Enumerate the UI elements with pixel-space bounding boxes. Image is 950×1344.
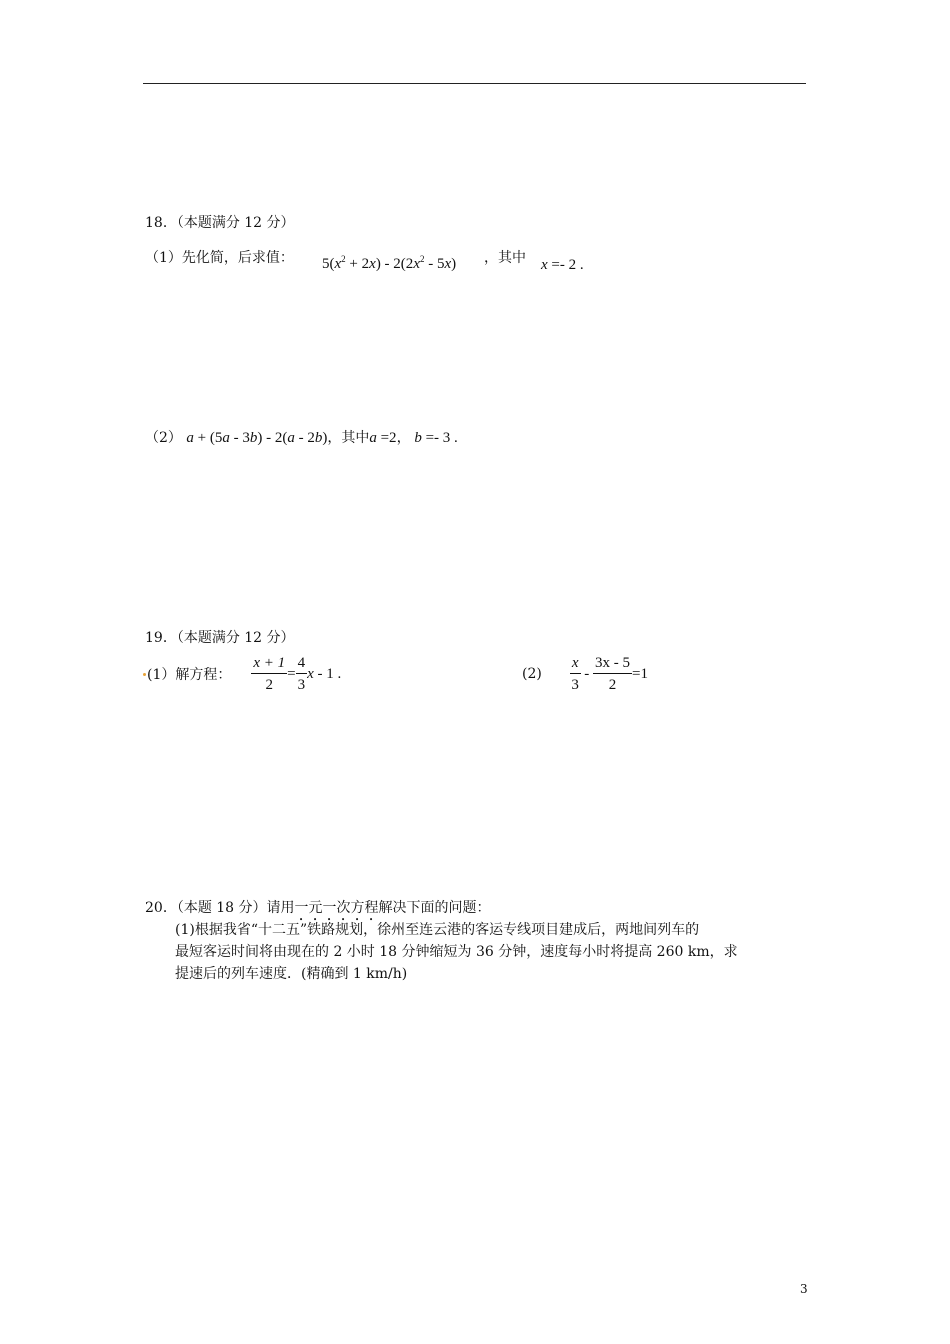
- var-x: x: [369, 256, 376, 272]
- var-x: x: [334, 256, 342, 272]
- var-a: a: [369, 430, 377, 446]
- expr-segment: + (5: [193, 430, 223, 446]
- fraction-denominator: 3: [297, 677, 306, 693]
- fraction-denominator: 3: [571, 677, 579, 693]
- var-b: b: [249, 430, 258, 446]
- q20-title-suffix: 解决下面的问题：: [378, 900, 491, 916]
- equals-sign: =: [287, 665, 296, 682]
- exponent: 2: [419, 254, 425, 264]
- expr-segment: ) - 2(2: [375, 256, 414, 272]
- var-a: a: [287, 430, 295, 446]
- q18-title: 18．（本题满分 12 分）: [145, 215, 295, 231]
- fraction-x-plus-1-over-2: [251, 654, 287, 694]
- q20-title-prefix: 20．（本题 18 分）请用: [145, 900, 295, 916]
- expr-segment: + 2: [345, 256, 370, 272]
- q18-part2-condition-a: [369, 430, 396, 446]
- fraction-4-over-3: [296, 654, 308, 694]
- expr-segment: 5(: [322, 256, 335, 272]
- expr-segment: - 2: [294, 430, 315, 446]
- marker-dot: [143, 673, 146, 676]
- var-a: a: [186, 430, 194, 446]
- var-b: b: [314, 430, 323, 446]
- q20-line-2: 最短客运时间将由现在的 2 小时 18 分钟缩短为 36 分钟，速度每小时将提高 260 km，求: [175, 944, 738, 960]
- q19-title: 19．（本题满分 12 分）: [145, 630, 295, 646]
- q19-part2: [522, 650, 648, 698]
- q19-part2-tail: =1: [632, 665, 648, 682]
- var-x: x: [413, 256, 420, 272]
- page-number: 3: [800, 1282, 808, 1296]
- q18-part2-condition-b: [411, 430, 458, 446]
- q18-part1-condition: [541, 257, 584, 274]
- fraction-numerator: x + 1: [253, 655, 286, 671]
- q18-part2-expression: [186, 430, 327, 446]
- header-rule: [143, 83, 806, 84]
- q20-line-3: 提速后的列车速度．(精确到 1 km/h): [175, 966, 408, 982]
- fraction-denominator: 2: [608, 677, 617, 693]
- condition-value: =- 2 .: [547, 257, 584, 273]
- q18-part1-where: ，其中: [484, 250, 526, 266]
- exponent: 2: [341, 254, 346, 264]
- q19-part1-label: (1）解方程：: [147, 667, 232, 683]
- fraction-denominator: 2: [265, 677, 274, 693]
- q18-part2-label: （2）: [145, 430, 182, 446]
- q20-title-emphasis: 一元一次方程: [294, 900, 379, 916]
- minus-sign: -: [580, 665, 594, 682]
- q19-part2-label: (2): [522, 666, 542, 682]
- expr-segment: - 1 .: [313, 665, 342, 682]
- expr-segment: ): [322, 430, 328, 446]
- separator: ，: [396, 430, 411, 446]
- q20-line-1: (1)根据我省“十二五”铁路规划，徐州至连云港的客运专线项目建成后，两地间列车的: [175, 922, 700, 938]
- expr-segment: ): [451, 256, 457, 272]
- q18-part2: [145, 427, 458, 447]
- fraction-numerator: x: [570, 654, 581, 674]
- expr-segment: ) - 2(: [257, 430, 288, 446]
- fraction-numerator: 3x - 5: [593, 654, 632, 674]
- var-x: x: [444, 256, 452, 272]
- fraction-numerator: 4: [296, 654, 308, 674]
- var-x: x: [541, 257, 548, 273]
- q19-part1: [143, 650, 341, 698]
- expr-segment: - 3: [229, 430, 250, 446]
- expr-segment: - 5: [424, 256, 445, 272]
- var-b: b: [414, 430, 422, 446]
- q18-part1-label: （1）先化简，后求值：: [145, 250, 294, 266]
- var-a: a: [222, 430, 230, 446]
- q18-part1: [145, 247, 294, 267]
- condition-value: =- 3 .: [421, 430, 458, 446]
- q20-problem-text: [175, 919, 810, 985]
- condition-value: =2: [376, 430, 397, 446]
- fraction-3x-minus-5-over-2: [593, 654, 632, 694]
- var-x: x: [307, 665, 314, 682]
- q18-part1-expression: [322, 256, 456, 273]
- fraction-x-over-3: [570, 654, 581, 694]
- q19-part1-tail: [307, 666, 341, 683]
- q18-part2-where: ，其中: [327, 430, 370, 446]
